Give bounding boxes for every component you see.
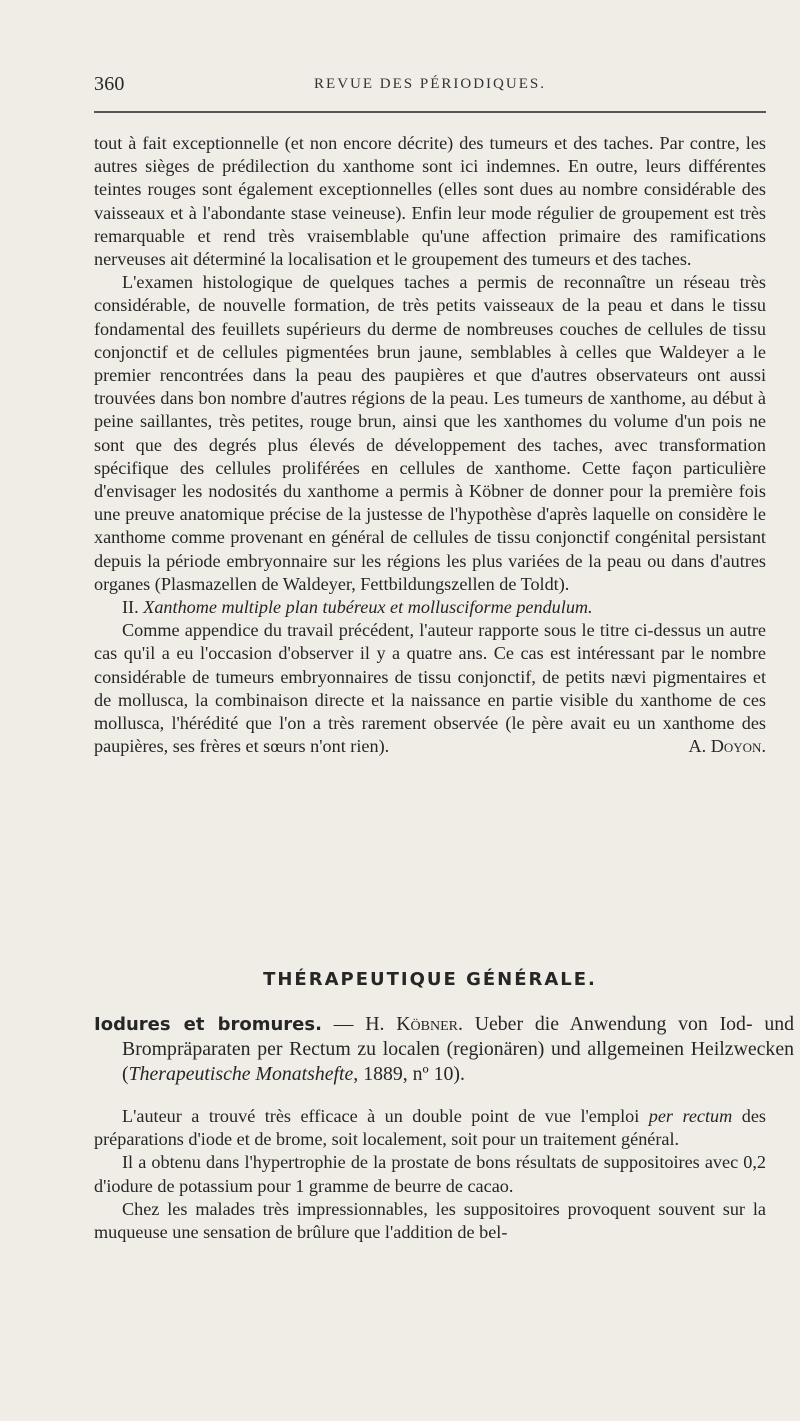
entry-separator: — — [321, 1013, 366, 1035]
header-rule — [94, 111, 766, 113]
case-title: Xanthome multiple plan tubéreux et mollusciforme pendulum. — [143, 597, 593, 618]
body-paragraph: Il a obtenu dans l'hypertrophie de la prostate de bons résultats de suppositoires avec 0,2 d'iodure de potassium pour 1 gramme de beurre de cacao. — [94, 1152, 766, 1196]
section-title: THÉRAPEUTIQUE GÉNÉRALE. — [263, 969, 597, 990]
page-header — [94, 73, 766, 97]
italic-phrase: per rectum — [648, 1106, 733, 1126]
article-continuation — [94, 132, 766, 758]
entry-author: H. Köbner. — [365, 1013, 463, 1035]
running-head: REVUE DES PÉRIODIQUES. — [314, 76, 546, 92]
entry-journal: Therapeutische Monatshefte — [128, 1063, 354, 1085]
bibliographic-entry — [94, 1012, 794, 1087]
paragraph-text: L'auteur a trouvé très efficace à un double point de vue l'emploi — [122, 1106, 649, 1126]
body-paragraph: Chez les malades très impressionnables, les suppositoires provoquent souvent sur la muqueuse une sensation de brûlure que l'addition de bel- — [94, 1198, 766, 1243]
case-number: II. — [122, 597, 139, 618]
body-paragraph — [94, 1105, 766, 1151]
entry-reference: , 1889, nº 10). — [353, 1063, 465, 1085]
author-signature: A. Doyon. — [688, 736, 766, 757]
page-number: 360 — [94, 73, 125, 95]
case-heading — [94, 596, 766, 619]
entry-keyword: Iodures et bromures. — [94, 1014, 322, 1035]
paragraph-text: des préparations d'iode et de brome, soit localement, soit pour un traitement général. — [94, 1106, 766, 1150]
body-paragraph: tout à fait exceptionnelle (et non encore décrite) des tumeurs et des taches. Par contre, les autres sièges de prédilection du xanthome sont ici indemnes. En outre, leurs différentes teintes rouges sont également exceptionnelles (elles sont dues au nombre considérable des vaisseaux et à l'abondante stase veineuse). Enfin leur mode régulier de groupement est très remarquable et rend très vraisemblable qu'une affection primaire des ramifications nerveuses ait déterminé la localisation et le groupement des tumeurs et des taches. — [94, 133, 766, 270]
article-body — [94, 1105, 766, 1244]
body-paragraph: L'examen histologique de quelques taches a permis de reconnaître un réseau très considérable, de nouvelle formation, de très petits vaisseaux de la peau et dans le tissu fondamental des feuillets supérieurs du derme de nombreuses couches de cellules de tissu conjonctif et de cellules pigmentées brun jaune, semblables à celles que Waldeyer a le premier rencontrées dans la peau des paupières et que d'autres observateurs ont aussi trouvées dans bon nombre d'autres régions de la peau. Les tumeurs de xanthome, au début à peine saillantes, très petites, rouge brun, ainsi que les xanthomes du volume d'un pois ne sont que des degrés plus élevés de développement des taches, avec transformation spécifique des cellules proliférées en cellules de xanthome. Cette façon particulière d'envisager les nodosités du xanthome a permis à Köbner de donner pour la première fois une preuve anatomique précise de la justesse de l'hypothèse d'après laquelle on considère le xanthome comme provenant en général de cellules de tissu conjonctif congénital persistant depuis la période embryonnaire sur les régions les plus variées de la peau ou dans d'autres organes (Plasmazellen de Waldeyer, Fettbildungszellen de Toldt). — [94, 272, 766, 594]
body-paragraph — [94, 619, 766, 758]
case-description: Comme appendice du travail précédent, l'auteur rapporte sous le titre ci-dessus un autre cas qu'il a eu l'occasion d'observer il y a quatre ans. Ce cas est intéressant par le nombre considérable de tumeurs embryonnaires de tissu conjonctif, de petits nævi pigmentaires et de mollusca, la combinaison directe et la naissance en partie visible du xanthome de ces mollusca, l'hérédité que l'on a très rarement observée (le père avait eu un xanthome des paupières, ses frères et sœurs n'ont rien). — [94, 620, 766, 757]
entry-title: Ueber die Anwendung von Iod- und Brompräparaten per Rectum zu localen (regionären) und allgemeinen Heilzwecken ( — [122, 1013, 794, 1085]
